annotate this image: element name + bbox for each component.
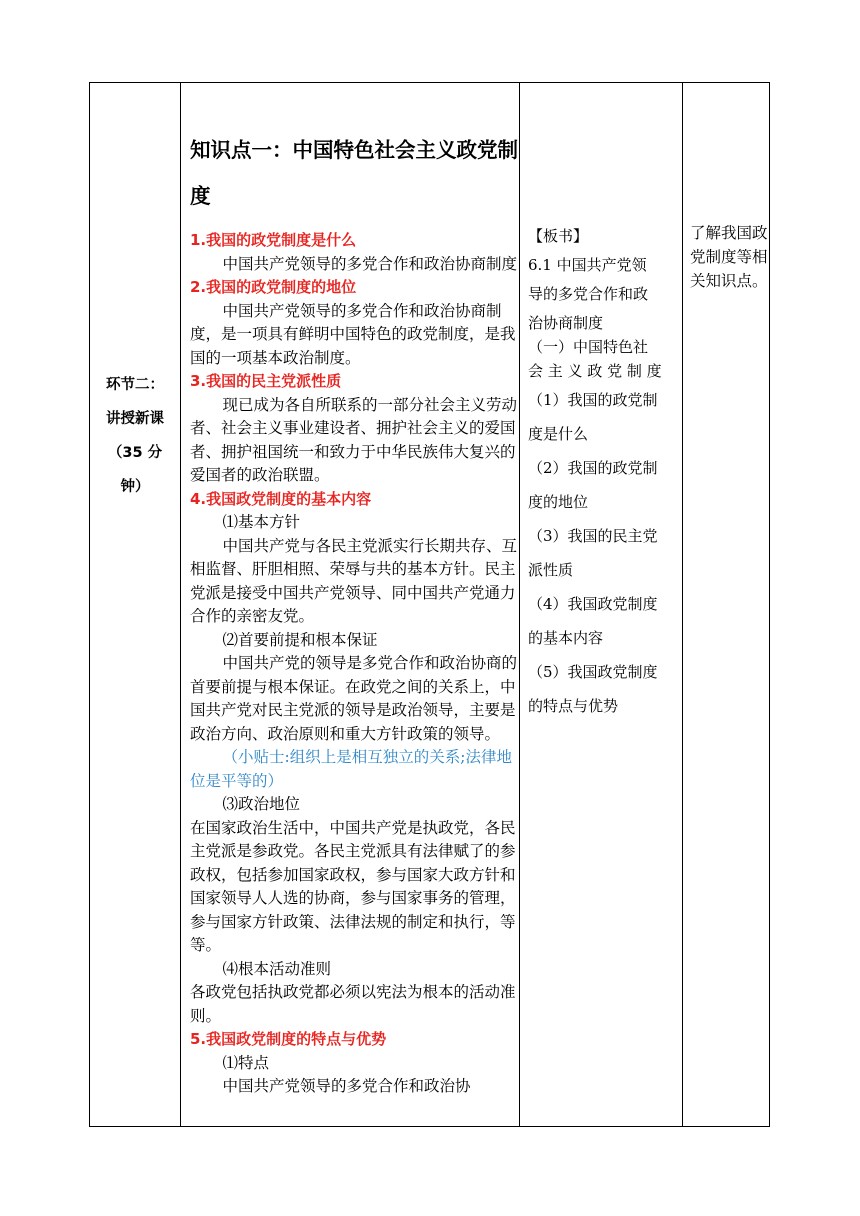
blackboard-line: （4）我国政党制度 bbox=[528, 595, 658, 613]
paragraph: 现已成为各自所联系的一部分社会主义劳动者、社会主义事业建设者、拥护社会主义的爱国者、拥护祖国统一和致力于中华民族伟大复兴的爱国者的政治联盟。 bbox=[190, 395, 518, 484]
paragraph: 中国共产党的领导是多党合作和政治协商的首要前提与根本保证。在政党之间的关系上，中国共产党对民主党派的领导是政治领导，主要是政治方向、政治原则和重大方针政策的领导。 bbox=[190, 654, 518, 743]
lesson-table bbox=[89, 82, 770, 1127]
blackboard-line: 派性质 bbox=[528, 561, 574, 579]
paragraph: 中国共产党领导的多党合作和政治协 bbox=[222, 1077, 471, 1095]
tip-note: （小贴士:组织上是相互独立的关系;法律地位是平等的） bbox=[190, 748, 512, 790]
blackboard-label: 【板书】 bbox=[528, 227, 589, 245]
section-heading: 1.我国的政党制度是什么 bbox=[190, 231, 357, 249]
subheading: ⑶政治地位 bbox=[222, 795, 301, 813]
section-heading: 2.我国的政党制度的地位 bbox=[190, 278, 357, 296]
subheading: ⑴基本方针 bbox=[222, 513, 301, 531]
blackboard-line: 6.1 中国共产党领 bbox=[528, 256, 647, 274]
blackboard-line: （3）我国的民主党 bbox=[528, 527, 658, 545]
blackboard-line: 度的地位 bbox=[528, 493, 589, 511]
stage-duration-unit: 钟） bbox=[120, 479, 150, 495]
blackboard-line: （2）我国的政党制 bbox=[528, 459, 658, 477]
paragraph: 中国共产党领导的多党合作和政治协商制度 bbox=[222, 254, 518, 273]
stage-cell bbox=[90, 368, 180, 504]
stage-name: 讲授新课 bbox=[106, 411, 164, 427]
subheading: ⑷根本活动准则 bbox=[222, 959, 332, 978]
section-heading: 5.我国政党制度的特点与优势 bbox=[190, 1030, 387, 1048]
blackboard-line: 的基本内容 bbox=[528, 629, 604, 647]
blackboard-line: 的特点与优势 bbox=[528, 697, 619, 715]
blackboard-line: （5）我国政党制度 bbox=[528, 663, 658, 681]
column-divider bbox=[682, 83, 683, 1126]
blackboard-line: （一）中国特色社 bbox=[528, 338, 649, 356]
column-divider bbox=[180, 83, 181, 1126]
objective-cell bbox=[690, 221, 768, 293]
blackboard-line: 度是什么 bbox=[528, 425, 589, 443]
paragraph: 中国共产党领导的多党合作和政治协商制度，是一项具有鲜明中国特色的政党制度，是我国的一项基本政治制度。 bbox=[190, 301, 516, 367]
subheading: ⑴特点 bbox=[222, 1053, 270, 1072]
objective-text: 了解我国政党制度等相关知识点。 bbox=[690, 224, 768, 290]
blackboard-cell bbox=[528, 219, 678, 723]
blackboard-line: （1）我国的政党制 bbox=[528, 391, 658, 409]
blackboard-line: 会 主 义 政 党 制 度 bbox=[528, 362, 662, 380]
blackboard-line: 治协商制度 bbox=[528, 314, 604, 332]
stage-duration: （35 分 bbox=[107, 445, 163, 461]
paragraph: 在国家政治生活中，中国共产党是执政党，各民主党派是参政党。各民主党派具有法律赋了的参政权，包括参加国家政权，参与国家大政方针和国家领导人人选的协商，参与国家事务的管理，参与国家方针政策、法律法规的制定和执行，等等。 bbox=[190, 818, 516, 954]
section-heading: 4.我国政党制度的基本内容 bbox=[190, 489, 372, 508]
paragraph: 各政党包括执政党都必须以宪法为根本的活动准则。 bbox=[190, 983, 516, 1025]
subheading: ⑵首要前提和根本保证 bbox=[222, 630, 378, 649]
stage-label: 环节二： bbox=[106, 377, 164, 393]
section-heading: 3.我国的民主党派性质 bbox=[190, 372, 342, 390]
paragraph: 中国共产党与各民主党派实行长期共存、互相监督、肝胆相照、荣辱与共的基本方针。民主党派是接受中国共产党领导、同中国共产党通力合作的亲密友党。 bbox=[190, 536, 518, 625]
knowledge-point-title: 知识点一：中国特色社会主义政党制度 bbox=[190, 138, 518, 208]
blackboard-line: 导的多党合作和政 bbox=[528, 285, 649, 303]
content-cell bbox=[190, 127, 520, 1099]
